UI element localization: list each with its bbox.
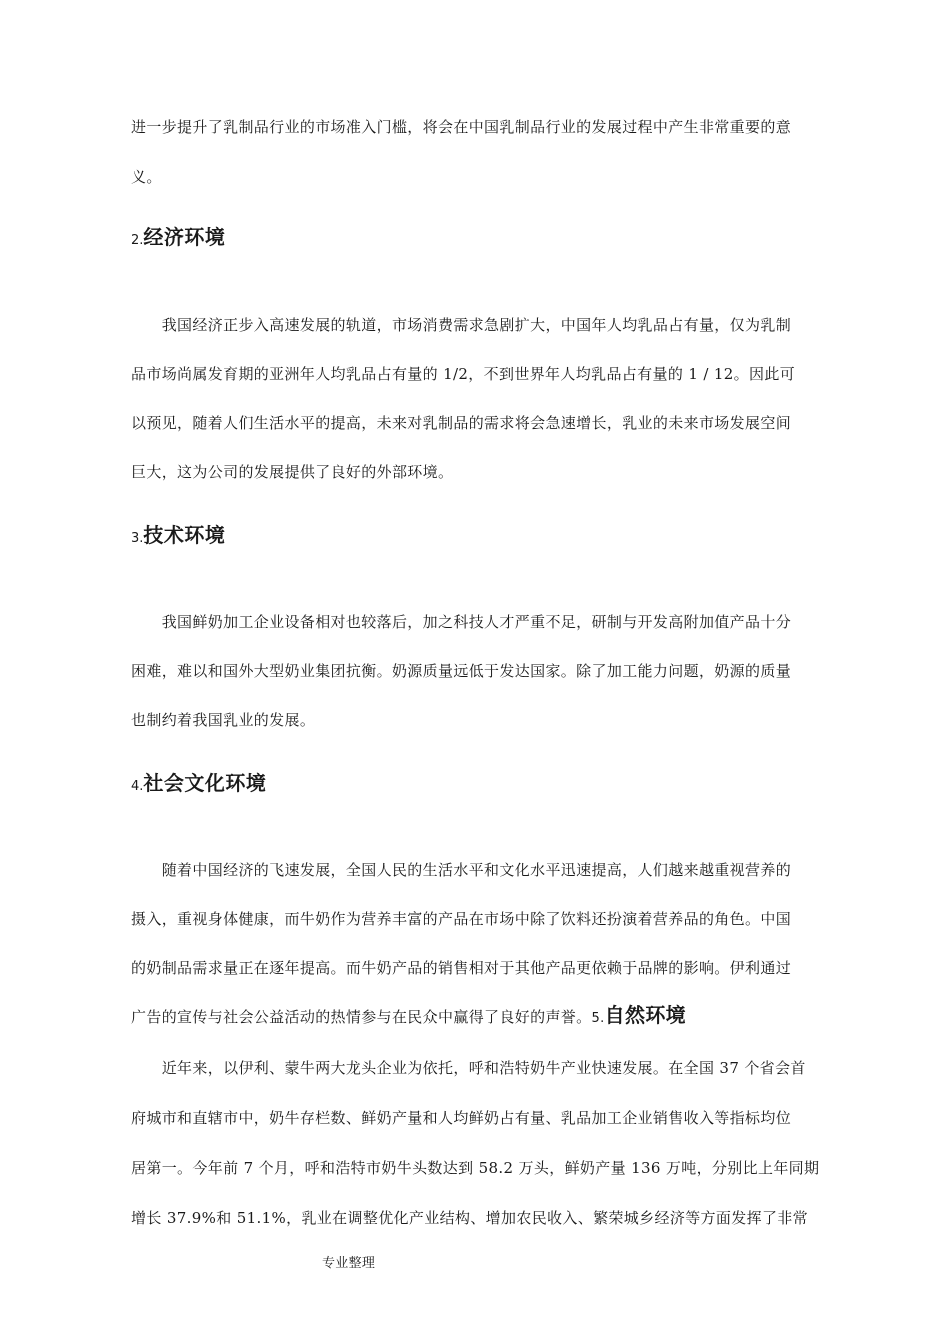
paragraph-line: 居第一。今年前 7 个月，呼和浩特市奶牛头数达到 58.2 万头，鲜奶产量 136 万吨，分别比上年同期 <box>131 1159 820 1177</box>
section-heading-nature <box>591 1003 687 1027</box>
paragraph-line: 的奶制品需求量正在逐年提高。而牛奶产品的销售相对于其他产品更依赖于品牌的影响。伊利通过 <box>131 959 792 977</box>
paragraph-line: 以预见，随着人们生活水平的提高，未来对乳制品的需求将会急速增长，乳业的未来市场发展空间 <box>131 414 792 432</box>
section-number: 3. <box>131 531 144 546</box>
paragraph-line: 我国鲜奶加工企业设备相对也较落后，加之科技人才严重不足，研制与开发高附加值产品十分 <box>131 613 792 631</box>
section-title: 技术环境 <box>143 523 226 547</box>
paragraph-line: 我国经济正步入高速发展的轨道，市场消费需求急剧扩大，中国年人均乳品占有量，仅为乳制 <box>131 316 792 334</box>
section-number: 5. <box>591 1011 605 1026</box>
section-title: 自然环境 <box>604 1003 687 1027</box>
section-number: 4. <box>131 779 144 794</box>
paragraph-line: 摄入，重视身体健康，而牛奶作为营养丰富的产品在市场中除了饮料还扮演着营养品的角色。中国 <box>131 910 792 928</box>
paragraph-text: 广告的宣传与社会公益活动的热情参与在民众中赢得了良好的声誉。 <box>131 1008 592 1026</box>
paragraph-line: 进一步提升了乳制品行业的市场准入门槛，将会在中国乳制品行业的发展过程中产生非常重要的意 <box>131 118 792 136</box>
page-footer: 专业整理 <box>322 1256 376 1271</box>
section-heading-economic <box>131 224 225 254</box>
paragraph-line: 也制约着我国乳业的发展。 <box>131 711 316 729</box>
paragraph-line-with-inline-heading <box>131 1005 821 1029</box>
paragraph-line: 府城市和直辖市中，奶牛存栏数、鲜奶产量和人均鲜奶占有量、乳品加工企业销售收入等指标均位 <box>131 1109 792 1127</box>
paragraph-line: 巨大，这为公司的发展提供了良好的外部环境。 <box>131 463 454 481</box>
paragraph-line: 品市场尚属发育期的亚洲年人均乳品占有量的 1/2，不到世界年人均乳品占有量的 1 / 12。因此可 <box>131 365 796 383</box>
section-heading-technology <box>131 522 225 552</box>
section-heading-social-culture <box>131 770 266 800</box>
paragraph-line: 近年来，以伊利、蒙牛两大龙头企业为依托，呼和浩特奶牛产业快速发展。在全国 37 个省会首 <box>131 1059 806 1077</box>
section-title: 社会文化环境 <box>143 771 267 795</box>
paragraph-line: 义。 <box>131 168 162 186</box>
paragraph-line: 困难，难以和国外大型奶业集团抗衡。奶源质量远低于发达国家。除了加工能力问题，奶源的质量 <box>131 662 792 680</box>
section-title: 经济环境 <box>143 225 226 249</box>
paragraph-line: 增长 37.9%和 51.1%，乳业在调整优化产业结构、增加农民收入、繁荣城乡经济等方面发挥了非常 <box>131 1209 808 1227</box>
section-number: 2. <box>131 233 144 248</box>
paragraph-line: 随着中国经济的飞速发展，全国人民的生活水平和文化水平迅速提高，人们越来越重视营养的 <box>131 861 792 879</box>
